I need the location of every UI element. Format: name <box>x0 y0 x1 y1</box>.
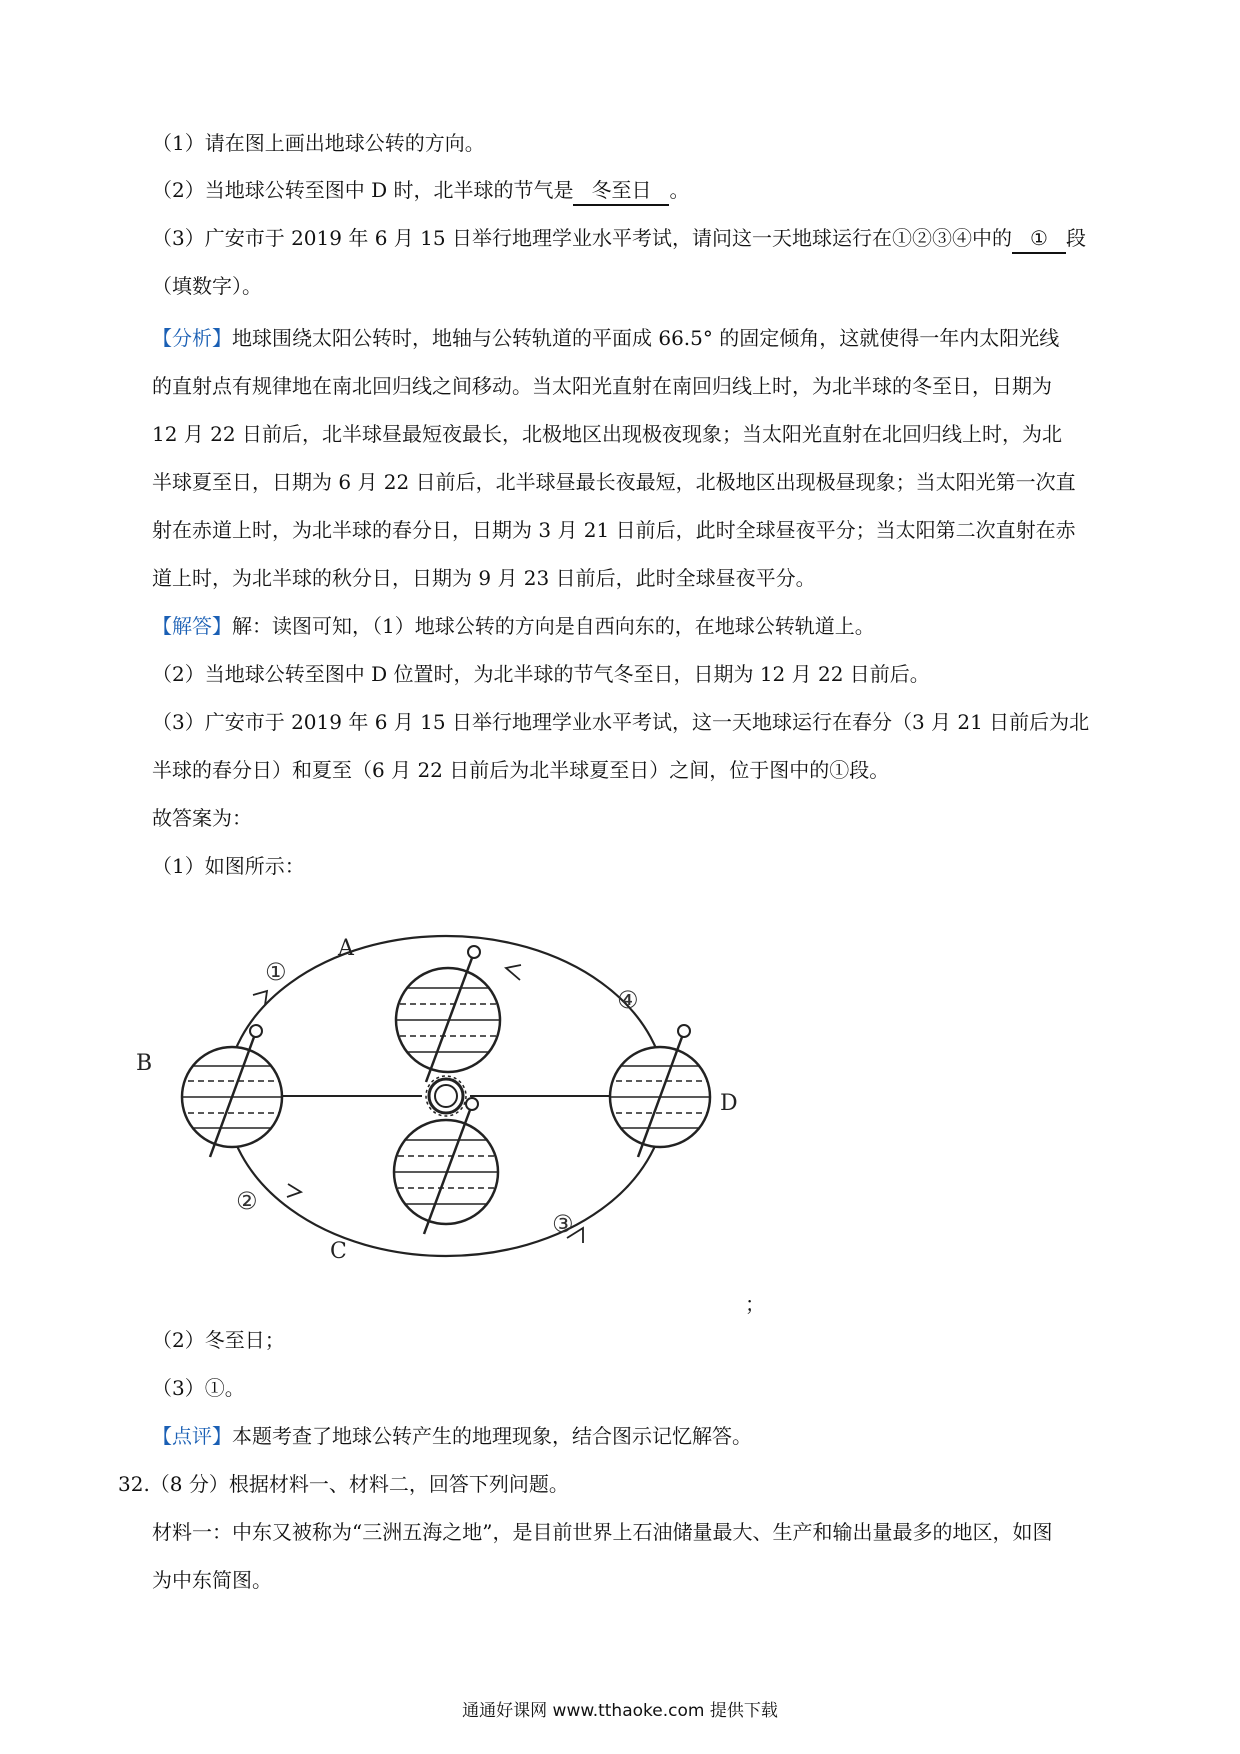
label-a: A <box>338 936 354 961</box>
analysis-line-5: 射在赤道上时，为北半球的春分日，日期为 3 月 21 日前后，此时全球昼夜平分；当太阳第二次直射在赤 <box>152 518 1076 542</box>
sun-icon <box>426 1076 466 1116</box>
answer-tag: 【解答】 <box>152 614 232 638</box>
page-footer: 通通好课网 www.tthaoke.com 提供下载 <box>462 1701 778 1721</box>
segment-2: ② <box>236 1187 258 1215</box>
segment-4: ④ <box>617 986 639 1014</box>
answer-so: 故答案为： <box>152 806 252 830</box>
question-32-title: 32.（8 分）根据材料一、材料二，回答下列问题。 <box>118 1472 569 1496</box>
question-part-3-text: （3）广安市于 2019 年 6 月 15 日举行地理学业水平考试，请问这一天地球运行在①②③④中的 <box>152 226 1012 250</box>
segment-3: ③ <box>552 1210 574 1238</box>
analysis-line-6: 道上时，为北半球的秋分日，日期为 9 月 23 日前后，此时全球昼夜平分。 <box>152 566 816 590</box>
analysis-tag: 【分析】 <box>152 326 232 350</box>
label-b: B <box>136 1051 153 1076</box>
question-part-1: （1）请在图上画出地球公转的方向。 <box>152 131 485 155</box>
earth-position-d <box>606 1025 718 1157</box>
comment-tag: 【点评】 <box>152 1424 232 1448</box>
question-part-3 <box>152 224 1086 254</box>
answer-1: （1）如图所示： <box>152 854 305 878</box>
answer-line-2: （2）当地球公转至图中 D 位置时，为北半球的节气冬至日，日期为 12 月 22 日前后。 <box>152 662 930 686</box>
comment-line <box>152 1422 752 1450</box>
question-part-2-end: 。 <box>669 178 690 202</box>
answer-blank-2: 冬至日 <box>573 176 669 206</box>
answer-3: （3）①。 <box>152 1376 245 1400</box>
earth-position-a <box>390 946 510 1082</box>
analysis-line-4: 半球夏至日，日期为 6 月 22 日前后，北半球昼最长夜最短，北极地区出现极昼现象；当太阳光第一次直 <box>152 470 1076 494</box>
analysis-line-2: 的直射点有规律地在南北回归线之间移动。当太阳光直射在南回归线上时，为北半球的冬至日，日期为 <box>152 374 1052 398</box>
answer-text: 解：读图可知，（1）地球公转的方向是自西向东的，在地球公转轨道上。 <box>232 614 875 638</box>
analysis-line-1 <box>152 324 1059 352</box>
answer-2: （2）冬至日； <box>152 1328 285 1352</box>
earth-position-b <box>178 1025 290 1157</box>
answer-semicolon: ； <box>745 1292 765 1316</box>
answer-line-3: （3）广安市于 2019 年 6 月 15 日举行地理学业水平考试，这一天地球运行在春分（3 月 21 日前后为北 <box>152 710 1090 734</box>
answer-line-1 <box>152 612 875 640</box>
question-part-2-text: （2）当地球公转至图中 D 时，北半球的节气是 <box>152 178 574 202</box>
label-d: D <box>720 1091 738 1116</box>
earth-orbit-diagram <box>136 900 770 1300</box>
question-part-2 <box>152 176 689 206</box>
question-part-3-end: 段 <box>1065 226 1086 250</box>
material-1-line-2: 为中东简图。 <box>152 1568 272 1592</box>
comment-text: 本题考查了地球公转产生的地理现象，结合图示记忆解答。 <box>232 1424 752 1448</box>
segment-1: ① <box>265 958 287 986</box>
question-part-3-line2: （填数字）。 <box>152 274 262 298</box>
answer-line-4: 半球的春分日）和夏至（6 月 22 日前后为北半球夏至日）之间，位于图中的①段。 <box>152 758 890 782</box>
material-1-line-1: 材料一：中东又被称为“三洲五海之地”，是目前世界上石油储量最大、生产和输出量最多的地区，如图 <box>152 1520 1053 1544</box>
earth-position-c <box>388 1098 508 1234</box>
label-c: C <box>330 1239 347 1264</box>
analysis-text: 地球围绕太阳公转时，地轴与公转轨道的平面成 66.5° 的固定倾角，这就使得一年内太阳光线 <box>232 326 1060 350</box>
answer-blank-3: ① <box>1012 224 1066 254</box>
analysis-line-3: 12 月 22 日前后，北半球昼最短夜最长，北极地区出现极夜现象；当太阳光直射在北回归线上时，为北 <box>152 422 1062 446</box>
